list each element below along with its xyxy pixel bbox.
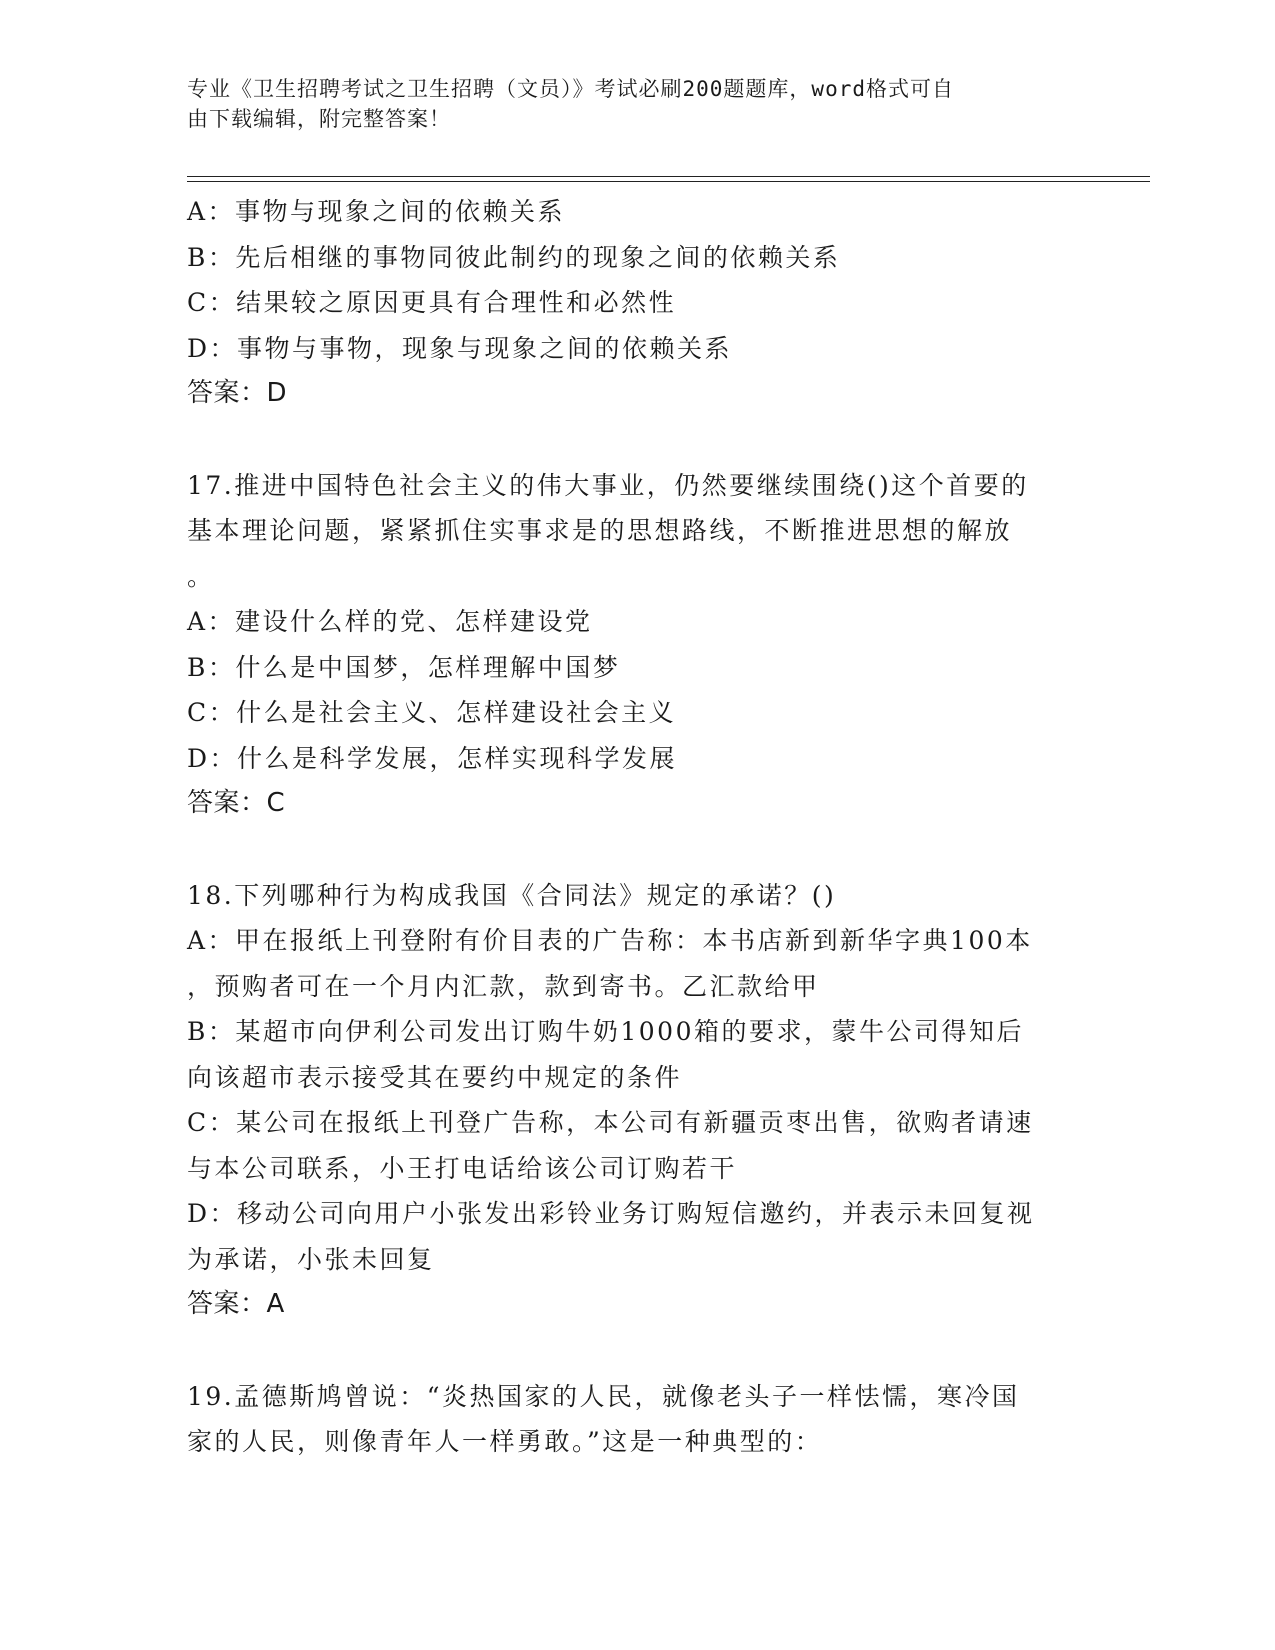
header-line-2: 由下载编辑，附完整答案！: [187, 107, 451, 131]
question-stem-line: 19.孟德斯鸠曾说：“炎热国家的人民，就像老头子一样怯懦，寒冷国: [187, 1381, 1020, 1411]
option-d: D：事物与事物，现象与现象之间的依赖关系: [187, 333, 733, 363]
header-rule-bottom: [187, 181, 1150, 182]
option-d: D：移动公司向用户小张发出彩铃业务订购短信邀约，并表示未回复视: [187, 1199, 1035, 1228]
answer: 答案：C: [187, 788, 286, 818]
option-c: C：什么是社会主义、怎样建设社会主义: [187, 698, 677, 727]
question-stem-line: 18.下列哪种行为构成我国《合同法》规定的承诺？(): [187, 880, 837, 910]
option-b-cont: 向该超市表示接受其在要约中规定的条件: [187, 1062, 683, 1092]
option-a: A：甲在报纸上刊登附有价目表的广告称：本书店新到新华字典100本: [187, 926, 1033, 955]
question-17: [187, 463, 1087, 827]
option-c-cont: 与本公司联系，小王打电话给该公司订购若干: [187, 1153, 738, 1183]
header-line-1: 专业《卫生招聘考试之卫生招聘（文员）》考试必刷200题题库，word格式可自: [187, 77, 954, 101]
question-list: [187, 189, 1087, 1465]
option-a: A：建设什么样的党、怎样建设党: [187, 607, 593, 636]
answer: 答案：A: [187, 1289, 285, 1319]
option-d-cont: 为承诺，小张未回复: [187, 1244, 435, 1274]
question-stem-line: 家的人民，则像青年人一样勇敢。”这是一种典型的：: [187, 1427, 823, 1456]
answer: 答案：D: [187, 378, 288, 408]
question-stem-line: 。: [187, 561, 215, 591]
option-a: A：事物与现象之间的依赖关系: [187, 197, 566, 226]
option-a-cont: ，预购者可在一个月内汇款，款到寄书。乙汇款给甲: [187, 971, 820, 1001]
option-d: D：什么是科学发展，怎样实现科学发展: [187, 743, 678, 773]
document-header: [187, 74, 1067, 134]
option-b: B：先后相继的事物同彼此制约的现象之间的依赖关系: [187, 242, 841, 272]
option-c: C：结果较之原因更具有合理性和必然性: [187, 288, 677, 317]
option-b: B：什么是中国梦，怎样理解中国梦: [187, 652, 621, 682]
question-18: [187, 873, 1087, 1328]
option-b: B：某超市向伊利公司发出订购牛奶1000箱的要求，蒙牛公司得知后: [187, 1017, 1024, 1046]
question-16: [187, 189, 1087, 417]
option-c: C：某公司在报纸上刊登广告称，本公司有新疆贡枣出售，欲购者请速: [187, 1108, 1034, 1137]
question-stem-line: 基本理论问题，紧紧抓住实事求是的思想路线，不断推进思想的解放: [187, 516, 1013, 545]
header-rule-top: [187, 176, 1150, 177]
question-stem-line: 17.推进中国特色社会主义的伟大事业，仍然要继续围绕()这个首要的: [187, 470, 1029, 500]
question-19: [187, 1374, 1087, 1465]
